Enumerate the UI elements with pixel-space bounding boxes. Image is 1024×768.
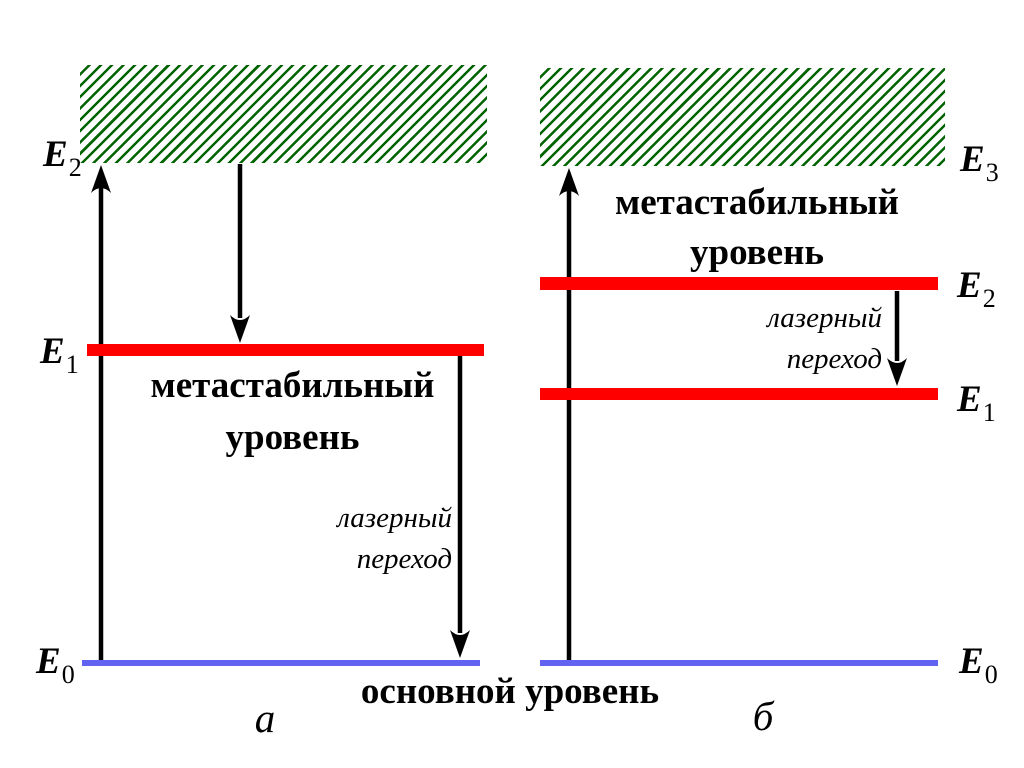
level-label-e2-b bbox=[957, 264, 996, 314]
level-label-sub: 2 bbox=[982, 284, 996, 313]
metastable-caption-line2: уровень bbox=[690, 232, 824, 273]
level-label-e0-a bbox=[36, 640, 75, 690]
pump-band-b bbox=[540, 68, 945, 166]
metastable-level-bar-b bbox=[540, 277, 938, 290]
level-label-base: E bbox=[40, 331, 65, 372]
metastable-caption-line2: уровень bbox=[225, 417, 360, 458]
level-label-e0-b bbox=[959, 640, 998, 690]
laser-transition-caption-b bbox=[682, 298, 882, 380]
ground-level-caption: основной уровень bbox=[360, 671, 660, 712]
level-label-sub: 0 bbox=[984, 660, 998, 689]
metastable-caption-a bbox=[95, 360, 490, 464]
level-label-base: E bbox=[957, 265, 982, 306]
diagram-b-caption: б bbox=[752, 693, 774, 739]
diagram-a-caption: а bbox=[254, 695, 276, 741]
ground-level-line-a bbox=[82, 660, 480, 666]
laser-caption-line1: лазерный bbox=[767, 302, 882, 334]
level-label-base: E bbox=[43, 134, 68, 175]
level-label-base: E bbox=[959, 641, 984, 682]
level-label-e1-a bbox=[40, 330, 79, 380]
laser-arrow-b bbox=[887, 291, 907, 386]
level-label-base: E bbox=[960, 139, 985, 180]
level-label-sub: 0 bbox=[61, 660, 75, 689]
metastable-level-bar-a bbox=[87, 344, 484, 356]
lower-laser-level-bar-b bbox=[540, 388, 938, 400]
level-label-e1-b bbox=[957, 378, 996, 428]
laser-caption-line2: переход bbox=[786, 343, 882, 375]
laser-transition-caption-a bbox=[252, 498, 452, 580]
level-label-base: E bbox=[36, 641, 61, 682]
level-label-sub: 2 bbox=[68, 153, 82, 182]
level-label-sub: 1 bbox=[65, 350, 79, 379]
pump-band-a bbox=[80, 65, 487, 163]
level-label-sub: 1 bbox=[982, 398, 996, 427]
level-label-sub: 3 bbox=[985, 158, 999, 187]
level-label-e3-b bbox=[960, 138, 999, 188]
metastable-caption-b bbox=[558, 178, 956, 278]
relaxation-arrow-a bbox=[230, 164, 250, 343]
metastable-caption-line1: метастабильный bbox=[615, 182, 899, 223]
metastable-caption-line1: метастабильный bbox=[150, 365, 435, 406]
laser-caption-line1: лазерный bbox=[337, 502, 452, 534]
laser-caption-line2: переход bbox=[356, 543, 452, 575]
level-label-base: E bbox=[957, 379, 982, 420]
ground-level-line-b bbox=[540, 660, 938, 666]
level-label-e2-a bbox=[43, 133, 82, 183]
